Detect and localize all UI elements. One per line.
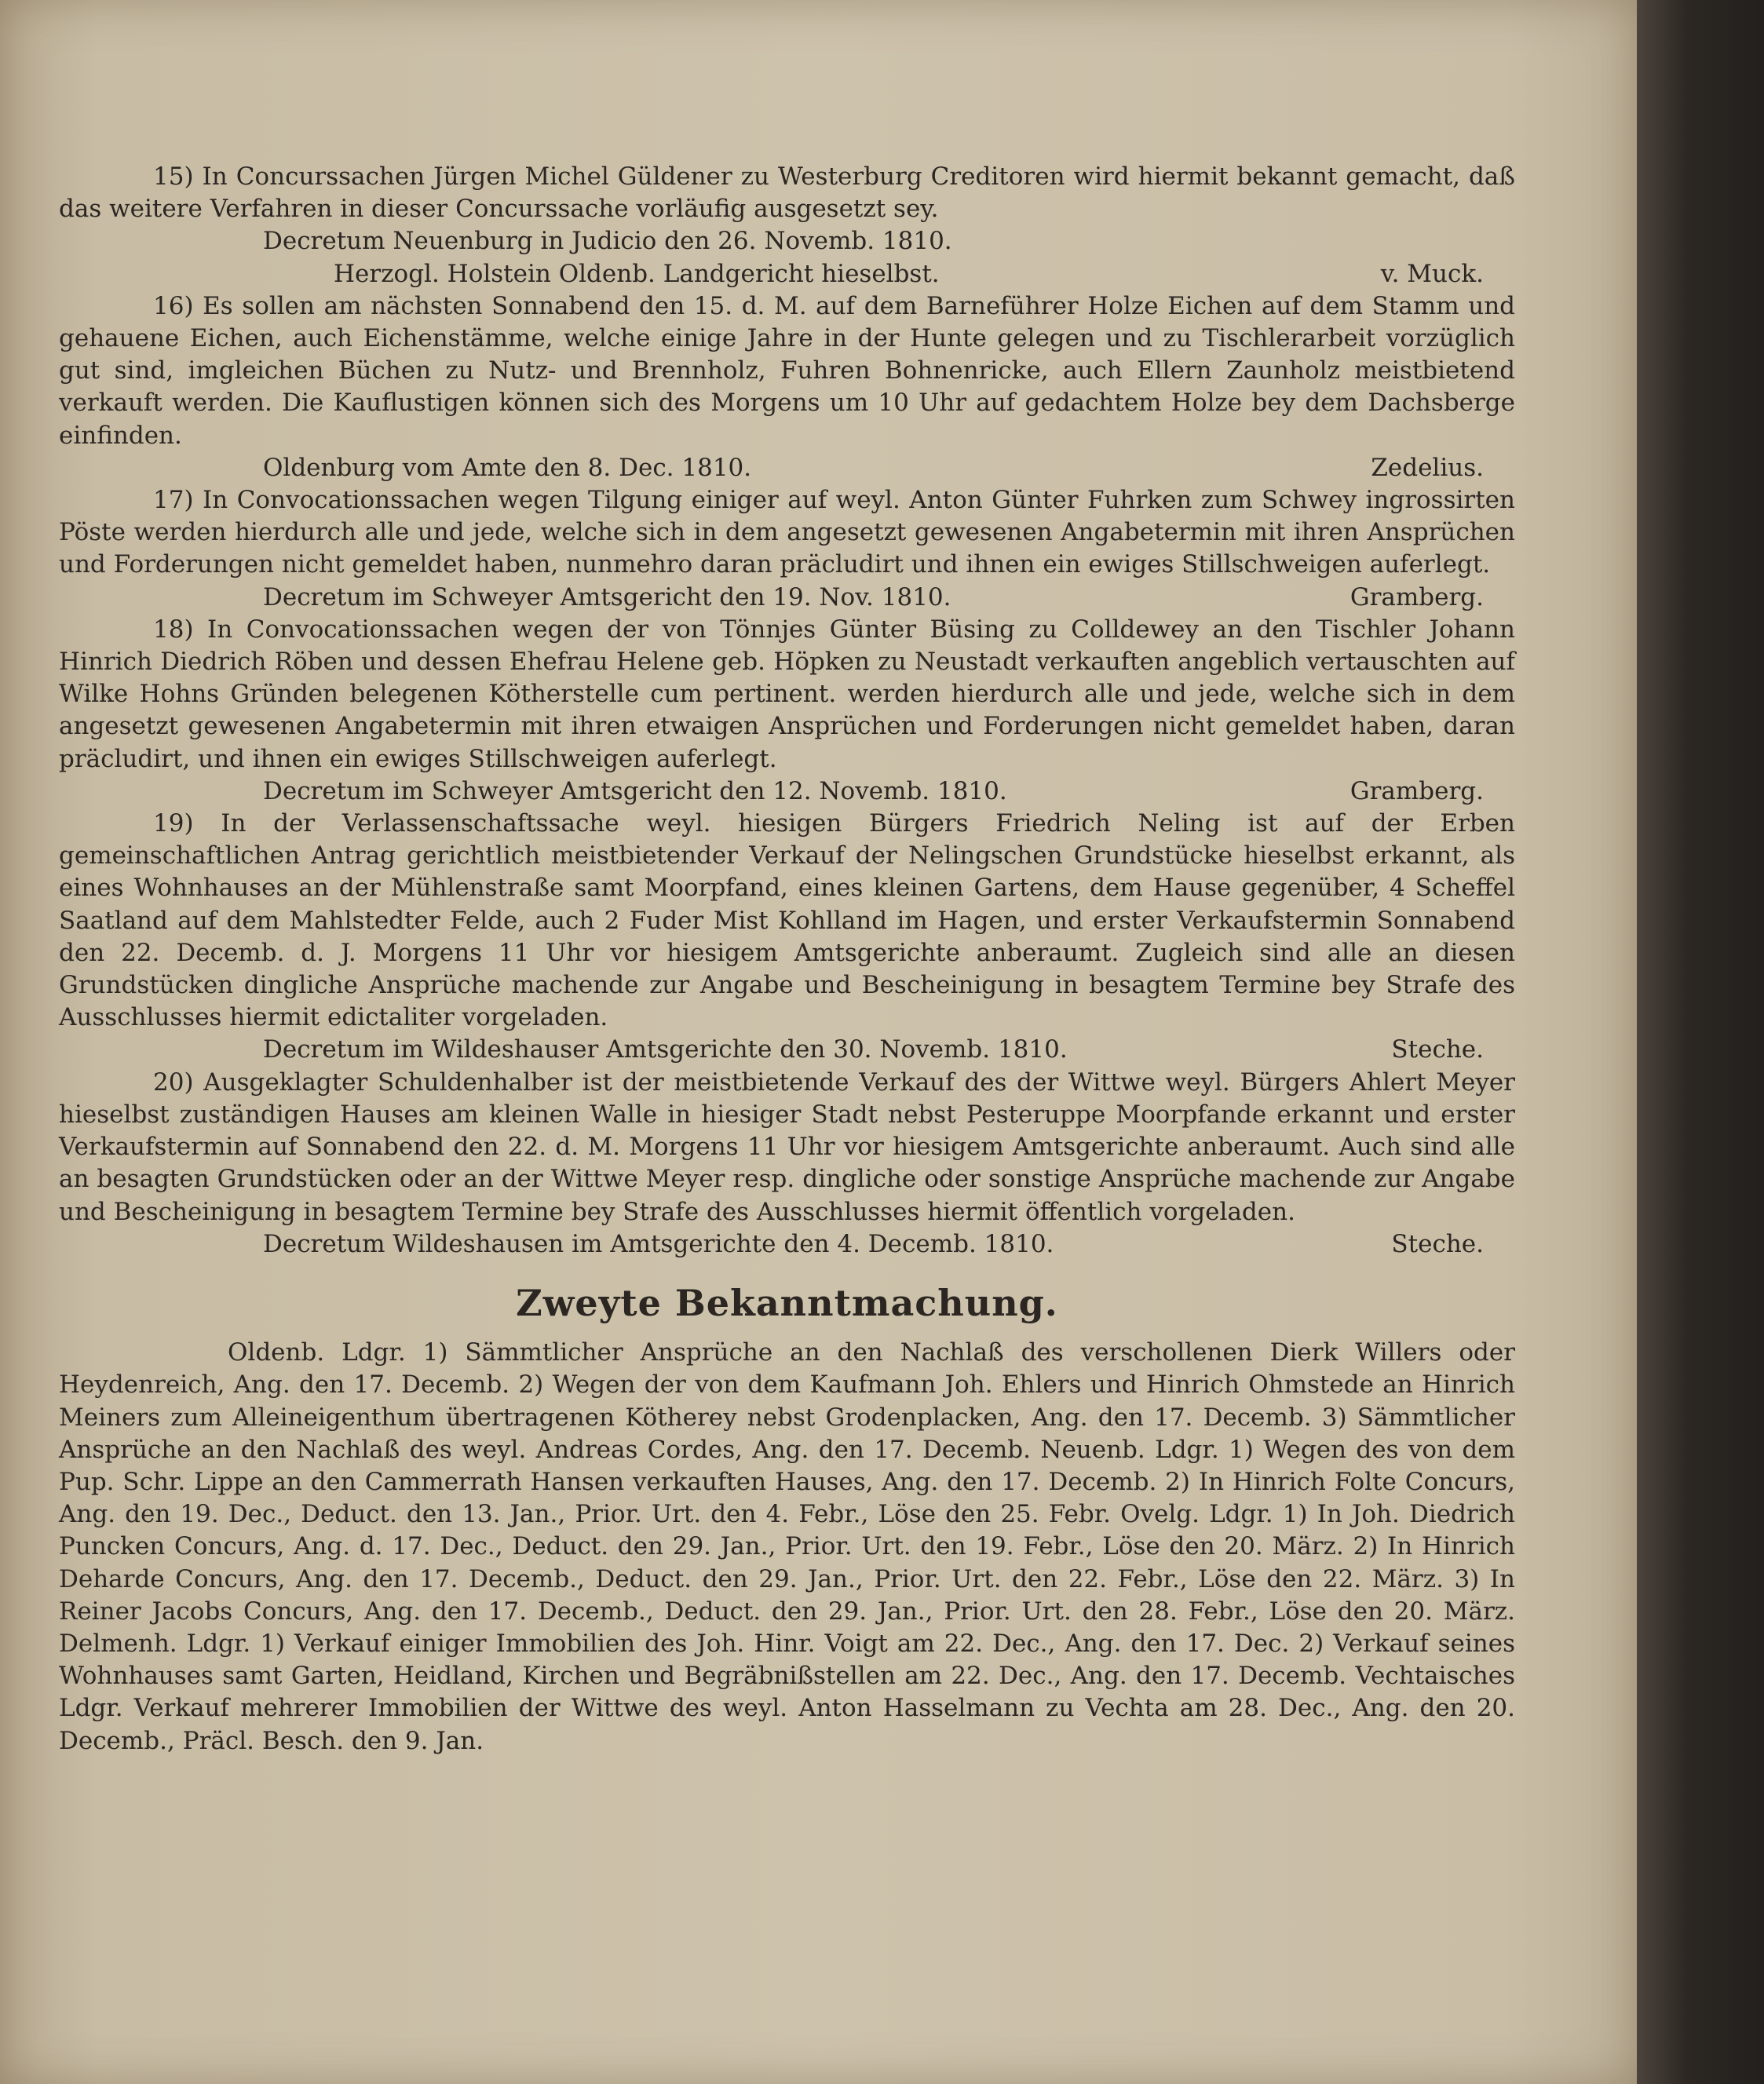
notice-decree: Decretum im Wildeshauser Amtsgerichte den 30. Novemb. 1810. <box>263 1035 1068 1064</box>
page-edge <box>1637 0 1764 2084</box>
notice-17 <box>59 484 1515 614</box>
notice-text: 15) In Concurssachen Jürgen Michel Güldener zu Westerburg Creditoren wird hiermit bekannt gemacht, daß das weitere Verfahren in dieser Concurssache vorläufig ausgesetzt sey. <box>59 162 1515 224</box>
page-content <box>59 161 1515 1757</box>
notice-signatory: Steche. <box>1391 1035 1484 1064</box>
notice-19 <box>59 808 1515 1067</box>
notice-decree: Decretum im Schweyer Amtsgericht den 12. Novemb. 1810. <box>263 776 1007 805</box>
notice-text: 17) In Convocationssachen wegen Tilgung einiger auf weyl. Anton Günter Fuhrken zum Schwey ingrossirten Pöste werden hierdurch alle und jede, welche sich in dem angesetzt gewesenen Angabetermin mit ihren Ansprüchen und Forderungen nicht gemeldet haben, nunmehro daran präcludirt und ihnen ein ewiges Stillschweigen auferlegt. <box>59 486 1515 579</box>
notice-signatory: Gramberg. <box>1349 776 1484 805</box>
notice-court-line <box>59 258 1515 290</box>
notice-text: 16) Es sollen am nächsten Sonnabend den 15. d. M. auf dem Barneführer Holze Eichen auf dem Stamm und gehauene Eichen, auch Eichenstämme, welche einige Jahre in der Hunte gelegen und zu Tischlerarbeit vorzüglich gut sind, imgleichen Büchen zu Nutz- und Brennholz, Fuhren Bohnenricke, auch Ellern Zaunholz meistbietend verkauft werden. Die Kauflustigen können sich des Morgens um 10 Uhr auf gedachtem Holze bey dem Dachsberge einfinden. <box>59 291 1515 450</box>
notice-decree-line <box>59 452 1515 484</box>
notice-signatory: Steche. <box>1391 1229 1484 1258</box>
notice-signatory: Gramberg. <box>1349 582 1484 611</box>
section-heading: Zweyte Bekanntmachung. <box>516 1281 1058 1324</box>
notice-signatory: Zedelius. <box>1371 453 1484 482</box>
notice-text: 20) Ausgeklagter Schuldenhalber ist der meistbietende Verkauf des der Wittwe weyl. Bürgers Ahlert Meyer hieselbst zuständigen Hauses am kleinen Walle in hiesiger Stadt nebst Pesteruppe Moorpfande erkannt und erster Verkaufstermin auf Sonnabend den 22. d. M. Morgens 11 Uhr vor hiesigem Amtsgerichte anberaumt. Auch sind alle an besagten Grundstücken oder an der Wittwe Meyer resp. dingliche oder sonstige Ansprüche machende zur Angabe und Bescheinigung in besagtem Termine bey Strafe des Ausschlusses hiermit öffentlich vorgeladen. <box>59 1068 1515 1226</box>
notice-decree: Oldenburg vom Amte den 8. Dec. 1810. <box>263 453 752 482</box>
notice-decree: Decretum Wildeshausen im Amtsgerichte den 4. Decemb. 1810. <box>263 1229 1054 1258</box>
notice-decree-line <box>59 1034 1515 1066</box>
notice-signatory: v. Muck. <box>1380 259 1484 288</box>
notice-court: Herzogl. Holstein Oldenb. Landgericht hieselbst. <box>334 259 940 288</box>
notice-decree-line <box>59 225 1515 257</box>
second-announcement <box>59 1337 1515 1757</box>
notice-16 <box>59 290 1515 484</box>
notice-decree: Decretum Neuenburg in Judicio den 26. Novemb. 1810. <box>263 227 952 256</box>
second-announcement-text: Oldenb. Ldgr. 1) Sämmtlicher Ansprüche an den Nachlaß des verschollenen Dierk Willers oder Heydenreich, Ang. den 17. Decemb. 2) Wegen der von dem Kaufmann Joh. Ehlers und Hinrich Ohmstede an Hinrich Meiners zum Alleineigenthum übertragenen Kötherey nebst Grodenplacken, Ang. den 17. Decemb. 3) Sämmtlicher Ansprüche an den Nachlaß des weyl. Andreas Cordes, Ang. den 17. Decemb. Neuenb. Ldgr. 1) Wegen des von dem Pup. Schr. Lippe an den Cammerrath Hansen verkauften Hauses, Ang. den 17. Decemb. 2) In Hinrich Folte Concurs, Ang. den 19. Dec., Deduct. den 13. Jan., Prior. Urt. den 4. Febr., Löse den 25. Febr. Ovelg. Ldgr. 1) In Joh. Diedrich Puncken Concurs, Ang. d. 17. Dec., Deduct. den 29. Jan., Prior. Urt. den 19. Febr., Löse den 20. März. 2) In Hinrich Deharde Concurs, Ang. den 17. Decemb., Deduct. den 29. Jan., Prior. Urt. den 22. Febr., Löse den 22. März. 3) In Reiner Jacobs Concurs, Ang. den 17. Decemb., Deduct. den 29. Jan., Prior. Urt. den 28. Febr., Löse den 20. März. Delmenh. Ldgr. 1) Verkauf einiger Immobilien des Joh. Hinr. Voigt am 22. Dec., Ang. den 17. Dec. 2) Verkauf seines Wohnhauses samt Garten, Heidland, Kirchen und Begräbnißstellen am 22. Dec., Ang. den 17. Decemb. Vechtaisches Ldgr. Verkauf mehrerer Immobilien der Wittwe des weyl. Anton Hasselmann zu Vechta am 28. Dec., Ang. den 20. Decemb., Präcl. Besch. den 9. Jan. <box>59 1338 1515 1755</box>
notice-decree-line <box>59 1228 1515 1261</box>
notice-20 <box>59 1067 1515 1261</box>
notice-decree: Decretum im Schweyer Amtsgericht den 19. Nov. 1810. <box>263 582 951 611</box>
notice-text: 19) In der Verlassenschaftssache weyl. hiesigen Bürgers Friedrich Neling ist auf der Erben gemeinschaftlichen Antrag gerichtlich meistbietender Verkauf der Nelingschen Grundstücke hieselbst erkannt, als eines Wohnhauses an der Mühlenstraße samt Moorpfand, eines kleinen Gartens, dem Hause gegenüber, 4 Scheffel Saatland auf dem Mahlstedter Felde, auch 2 Fuder Mist Kohlland im Hagen, und erster Verkaufstermin Sonnabend den 22. Decemb. d. J. Morgens 11 Uhr vor hiesigem Amtsgerichte anberaumt. Zugleich sind alle an diesen Grundstücken dingliche Ansprüche machende zur Angabe und Bescheinigung in besagtem Termine bey Strafe des Ausschlusses hiermit edictaliter vorgeladen. <box>59 809 1515 1032</box>
notice-text: 18) In Convocationssachen wegen der von Tönnjes Günter Büsing zu Colldewey an den Tischler Johann Hinrich Diedrich Röben und dessen Ehefrau Helene geb. Höpken zu Neustadt verkauften angeblich vertauschten auf Wilke Hohns Gründen belegenen Kötherstelle cum pertinent. werden hierdurch alle und jede, welche sich in dem angesetzt gewesenen Angabetermin mit ihren etwaigen Ansprüchen und Forderungen nicht gemeldet haben, daran präcludirt, und ihnen ein ewiges Stillschweigen auferlegt. <box>59 615 1515 773</box>
notice-15 <box>59 161 1515 290</box>
notice-decree-line <box>59 582 1515 614</box>
notice-18 <box>59 614 1515 808</box>
notice-decree-line <box>59 776 1515 808</box>
